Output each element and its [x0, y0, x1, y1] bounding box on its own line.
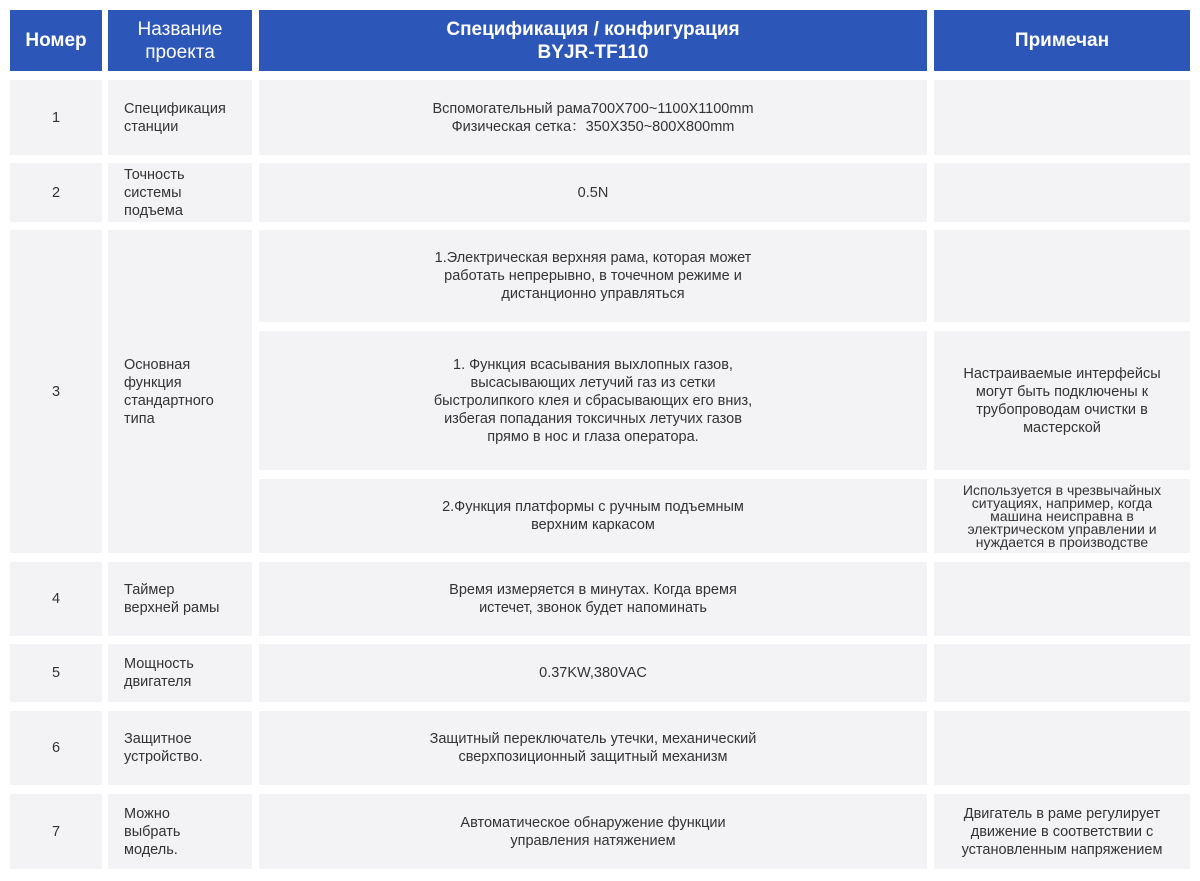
header-number: Номер: [10, 10, 102, 71]
row-4-number: 4: [10, 562, 102, 636]
row-1-number: 1: [10, 80, 102, 155]
row-3c-note: Используется в чрезвычайных ситуациях, например, когда машина неисправна в электрическом управлении и нуждается в производстве: [934, 479, 1190, 553]
row-7-spec: Автоматическое обнаружение функции управления натяжением: [259, 794, 927, 869]
row-5-spec: 0.37KW,380VAC: [259, 644, 927, 702]
header-note: Примечан: [934, 10, 1190, 71]
header-project-name: Название проекта: [108, 10, 252, 71]
row-4-name: Таймер верхней рамы: [108, 562, 252, 636]
row-7-note: Двигатель в раме регулирует движение в соответствии с установленным напряжением: [934, 794, 1190, 869]
row-5-number: 5: [10, 644, 102, 702]
row-7-name: Можно выбрать модель.: [108, 794, 252, 869]
row-6-name: Защитное устройство.: [108, 711, 252, 785]
row-3a-note: [934, 230, 1190, 322]
row-3-name: Основная функция стандартного типа: [108, 230, 252, 553]
header-specification: Спецификация / конфигурация BYJR-TF110: [259, 10, 927, 71]
row-7-number: 7: [10, 794, 102, 869]
row-3b-note: Настраиваемые интерфейсы могут быть подключены к трубопроводам очистки в мастерской: [934, 331, 1190, 470]
row-1-name: Спецификация станции: [108, 80, 252, 155]
row-3c-spec: 2.Функция платформы с ручным подъемным верхним каркасом: [259, 479, 927, 553]
row-6-number: 6: [10, 711, 102, 785]
row-2-spec: 0.5N: [259, 163, 927, 222]
row-4-spec: Время измеряется в минутах. Когда время истечет, звонок будет напоминать: [259, 562, 927, 636]
row-2-note: [934, 163, 1190, 222]
row-5-note: [934, 644, 1190, 702]
row-5-name: Мощность двигателя: [108, 644, 252, 702]
row-3-number: 3: [10, 230, 102, 553]
row-2-name: Точность системы подъема: [108, 163, 252, 222]
row-3b-spec: 1. Функция всасывания выхлопных газов, высасывающих летучий газ из сетки быстролипкого клея и сбрасывающих его вниз, избегая попадания токсичных летучих газов прямо в нос и глаза оператора.: [259, 331, 927, 470]
row-6-note: [934, 711, 1190, 785]
row-2-number: 2: [10, 163, 102, 222]
row-6-spec: Защитный переключатель утечки, механический сверхпозиционный защитный механизм: [259, 711, 927, 785]
row-1-spec: Вспомогательный рама700X700~1100X1100mm Физическая сетка：350X350~800X800mm: [259, 80, 927, 155]
row-3a-spec: 1.Электрическая верхняя рама, которая может работать непрерывно, в точечном режиме и дистанционно управляться: [259, 230, 927, 322]
row-1-note: [934, 80, 1190, 155]
row-4-note: [934, 562, 1190, 636]
